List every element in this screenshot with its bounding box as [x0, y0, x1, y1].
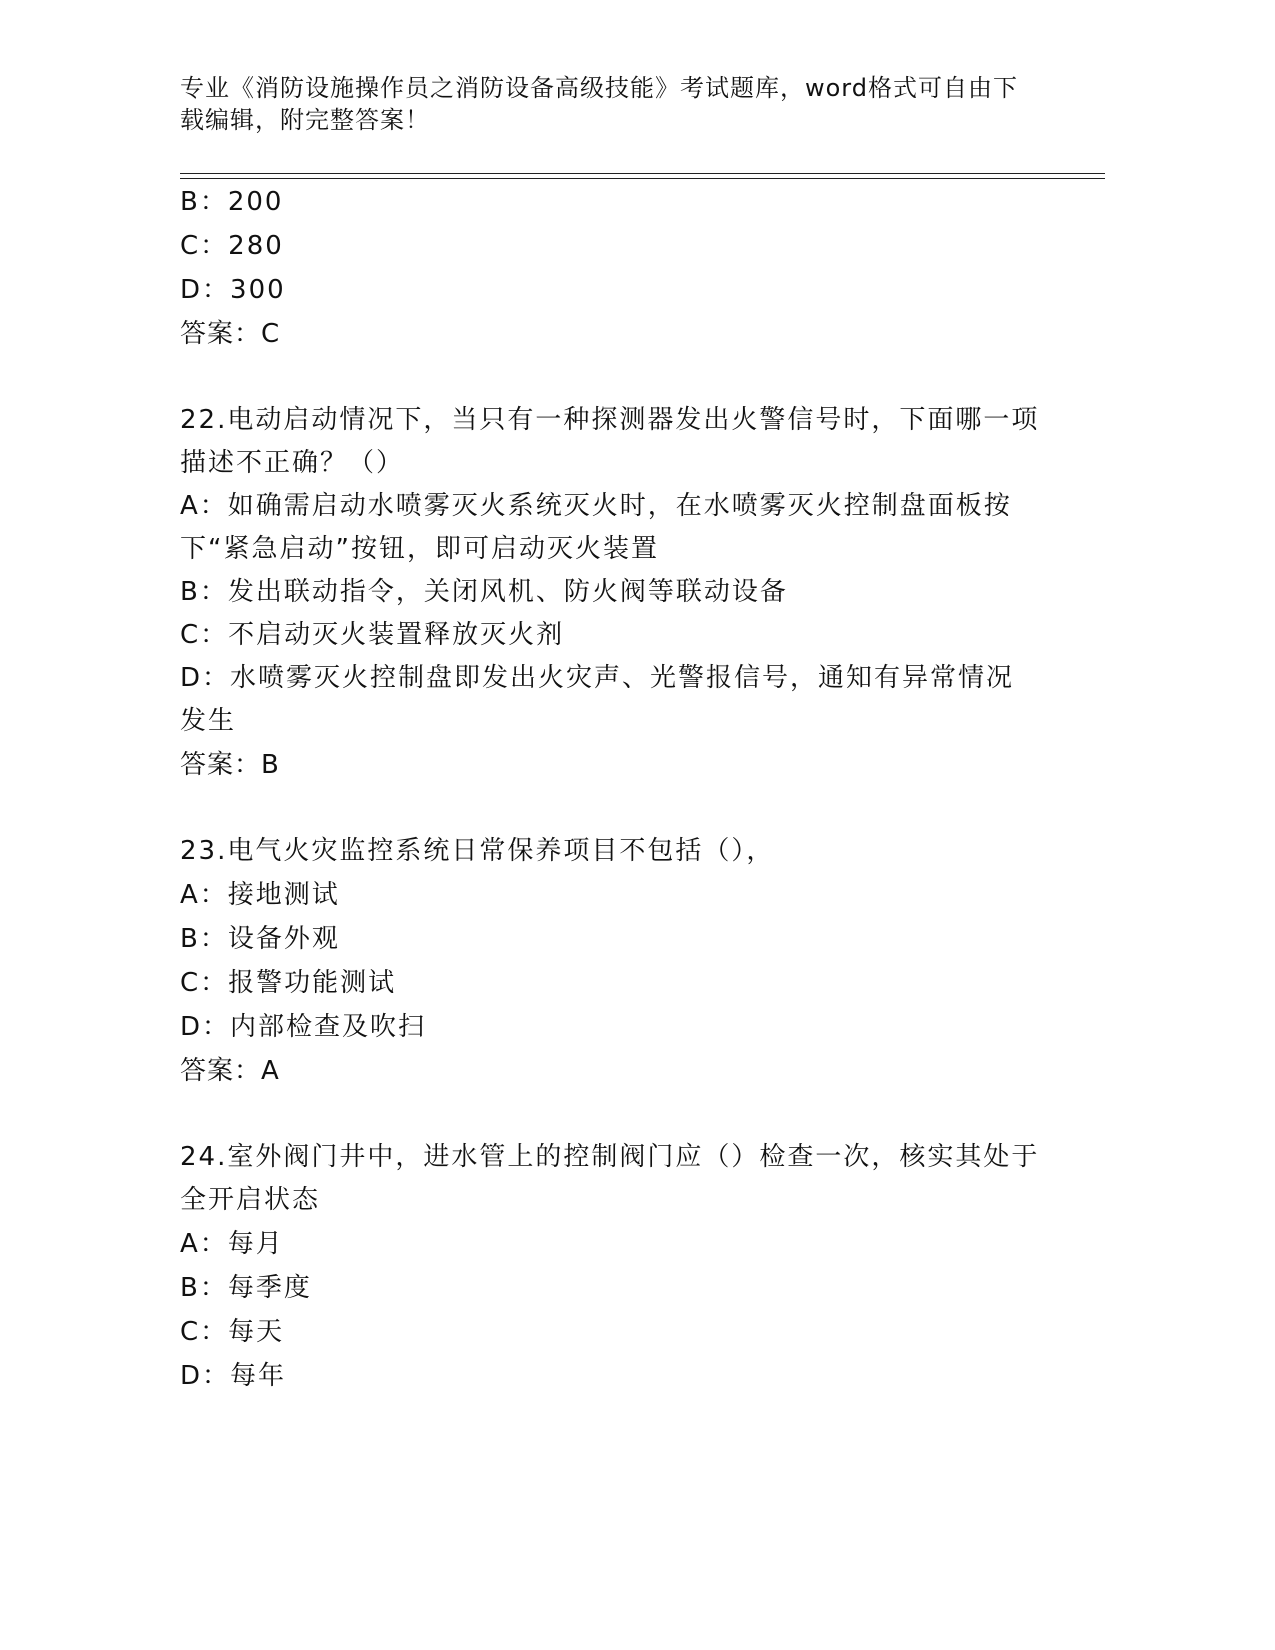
option-a: A：每月 [180, 1229, 284, 1259]
question-block-23 [180, 830, 1040, 1093]
spacer [180, 356, 1040, 399]
question-list [180, 180, 1040, 1398]
option-d: D：内部检查及吹扫 [180, 1012, 427, 1042]
option-c: C：每天 [180, 1317, 285, 1347]
question-stem: 24.室外阀门井中，进水管上的控制阀门应（）检查一次，核实其处于全开启状态 [180, 1142, 1040, 1215]
question-block-22 [180, 399, 1040, 787]
header-divider-bottom [180, 178, 1105, 179]
option-a: A：如确需启动水喷雾灭火系统灭火时，在水喷雾灭火控制盘面板按下“紧急启动”按钮，即可启动灭火装置 [180, 491, 1012, 564]
option-b: B：每季度 [180, 1273, 312, 1303]
answer-line: 答案：C [180, 319, 281, 349]
question-block-21 [180, 180, 1040, 356]
spacer [180, 1093, 1040, 1136]
option-d: D：水喷雾灭火控制盘即发出火灾声、光警报信号，通知有异常情况发生 [180, 663, 1015, 736]
option-c: C：不启动灭火装置释放灭火剂 [180, 620, 565, 650]
option-b: B：发出联动指令，关闭风机、防火阀等联动设备 [180, 577, 788, 607]
option-c: C：280 [180, 231, 284, 261]
option-c: C：报警功能测试 [180, 968, 397, 998]
question-stem: 22.电动启动情况下，当只有一种探测器发出火警信号时，下面哪一项描述不正确？（） [180, 405, 1040, 478]
page-header: 专业《消防设施操作员之消防设备高级技能》考试题库，word格式可自由下载编辑，附完整答案！ [180, 74, 1018, 134]
question-stem: 23.电气火灾监控系统日常保养项目不包括（）， [180, 836, 775, 866]
answer-line: 答案：A [180, 1056, 280, 1086]
question-block-24 [180, 1136, 1040, 1398]
option-d: D：300 [180, 275, 286, 305]
answer-line: 答案：B [180, 750, 280, 780]
option-b: B：200 [180, 187, 284, 217]
option-b: B：设备外观 [180, 924, 340, 954]
spacer [180, 787, 1040, 830]
option-a: A：接地测试 [180, 880, 340, 910]
option-d: D：每年 [180, 1361, 287, 1391]
header-divider-top [180, 173, 1105, 174]
